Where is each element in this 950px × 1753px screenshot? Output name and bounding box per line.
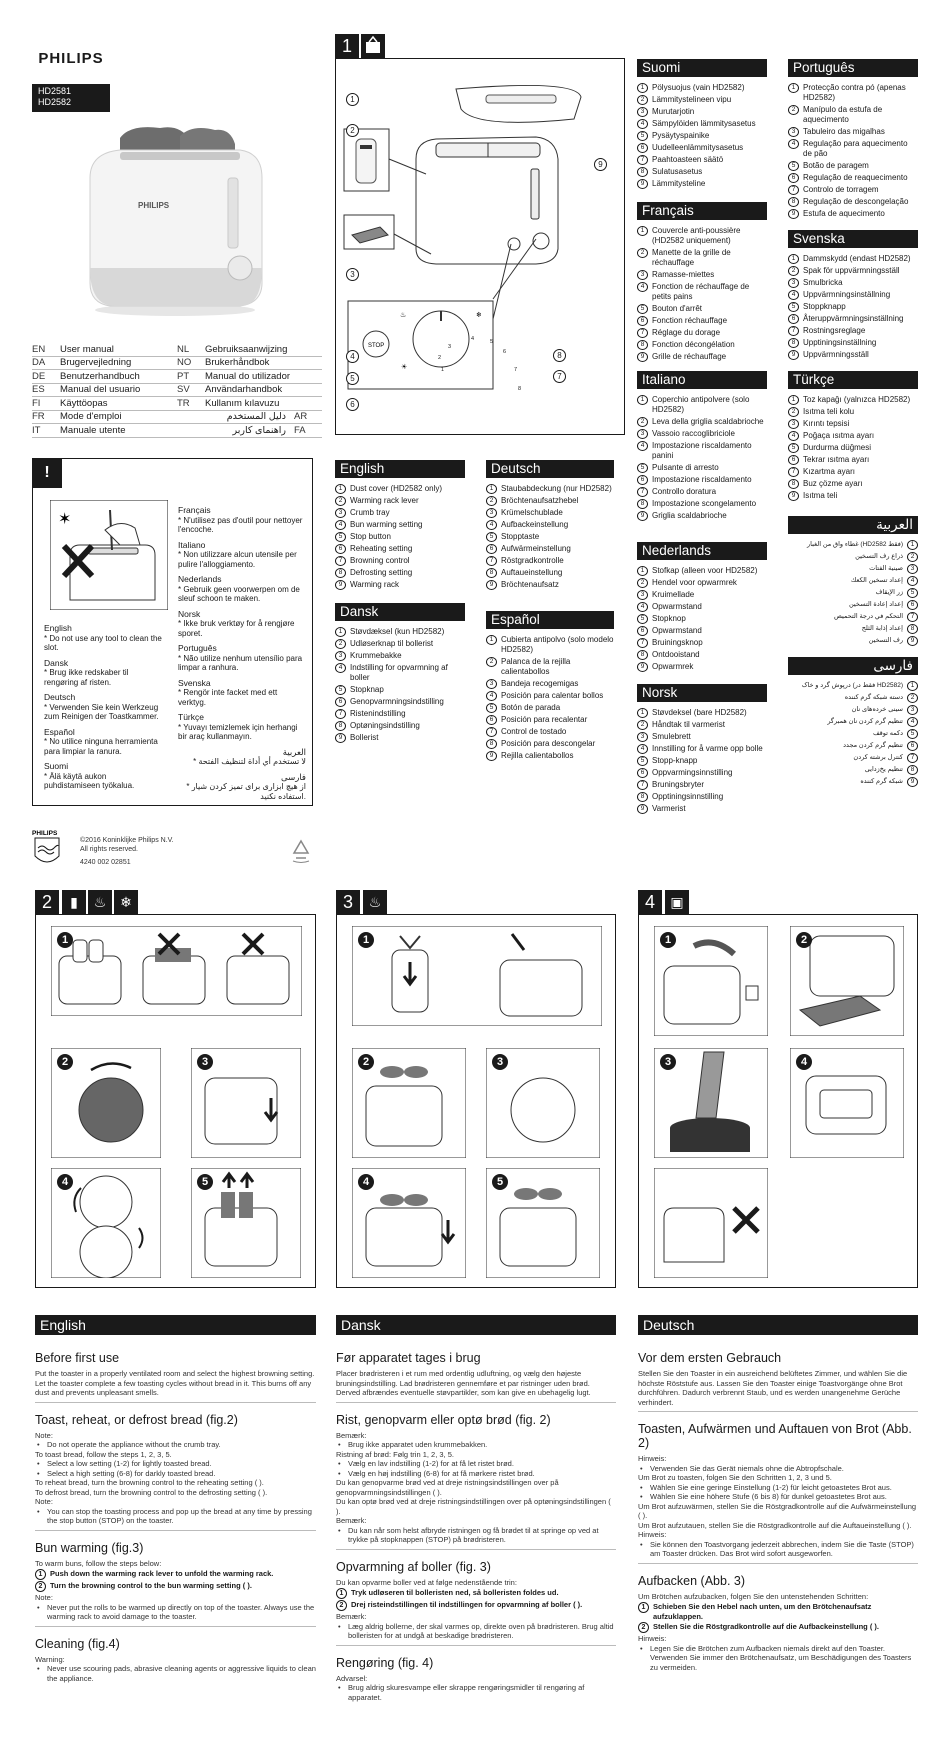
lang-row: FI Käyttöopas (32, 397, 177, 411)
fig4-step-number: 1 (660, 932, 676, 948)
lang-row: EN User manual (32, 343, 177, 357)
lang-row: NL Gebruiksaanwijzing (177, 343, 322, 357)
lang-row: FR Mode d'emploi (32, 411, 177, 425)
dial-tick: 6 (503, 349, 507, 355)
recycle-icon (288, 838, 314, 864)
model-numbers (32, 84, 110, 112)
svg-text:☀: ☀ (401, 363, 408, 371)
parts-norsk: Norsk 1 Støvdeksel (bare HD2582) 2 Håndtak til varmerist 3 Smulebrett 4 Innstilling for å varme opp bolle 5 Stopp-knapp 6 Oppvarmingsinnstilling 7 Bruningsbryter 8 Opptiningsinnstilling 9 Varmerist (637, 684, 767, 816)
parts-nederlands: Nederlands 1 Stofkap (alleen voor HD2582) 2 Hendel voor opwarmrek 3 Kruimellade 4 Opwarmstand 5 Stopknop 6 Opwarmstand 7 Bruiningsknop 8 Ontdooistand 9 Opwarmrek (637, 542, 767, 674)
model-2: HD2582 (38, 97, 72, 107)
parts-deutsch: Deutsch 1 Staubabdeckung (nur HD2582) 2 Bröchtenaufsatzhebel 3 Krümelschublade 4 Aufbackeinstellung 5 Stopptaste 6 Aufwärmeinstellung 7 Röstgradkontrolle 8 Auftaueinstellung 9 Bröchtenaufsatz (486, 460, 614, 592)
dial-tick: 1 (441, 367, 445, 373)
parts-turkce: Türkçe 1 Toz kapağı (yalnızca HD2582) 2 Isıtma teli kolu 3 Kırıntı tepsisi 4 Poğaça ısıtma ayarı 5 Durdurma düğmesi 6 Tekrar ısıtma ayarı 7 Kızartma ayarı 8 Buz çözme ayarı 9 Isıtma teli (788, 371, 918, 503)
defrost-icon: ❄ (114, 890, 138, 914)
cleaning-icon: ▣ (665, 890, 689, 914)
fig3-step-number: 1 (358, 932, 374, 948)
fig1-callout: 6 (346, 398, 359, 411)
warning-icon: ! (32, 458, 62, 488)
fig3-step-number: 4 (358, 1174, 374, 1190)
lang-row: DA Brugervejledning (32, 357, 177, 371)
svg-text:✶: ✶ (58, 509, 72, 528)
bun-warming-icon: ♨ (363, 890, 387, 914)
fig4-no-immerse-illustration (654, 1168, 768, 1278)
figure-1-illustration (336, 59, 624, 434)
parts-suomi: Suomi 1 Pölysuojus (vain HD2582) 2 Lämmitystelineen vipu 3 Murutarjotin 4 Sämpylöiden lämmitysasetus 5 Pysäytyspainike 6 Uudelleenlämmitysasetus 7 Paahtoasteen säätö 8 Sulatusasetus 9 Lämmitysteline (637, 59, 767, 191)
dial-tick: 5 (490, 339, 494, 345)
parts-english: English 1 Dust cover (HD2582 only) 2 Warming rack lever 3 Crumb tray 4 Bun warming setting 5 Stop button 6 Reheating setting 7 Browning control 8 Defrosting setting 9 Warming rack (335, 460, 465, 592)
fig1-callout: 1 (346, 93, 359, 106)
figure-3-number: 3 (336, 890, 360, 914)
instructions-english: English Before first use Put the toaster in a properly ventilated room and select the highest browning setting. Let the toaster complete a few toasting cycles without bread in it. This burns off any dust and prevents unpleasant smells. Toast, reheat, or defrost bread (fig.2) Note: • Do not operate the appliance without the crumb tray. To toast bread, follow the steps 1, 2, 3, 5. • Select a low setting (1-2) for lightly toasted bread. • Select a high setting (6-8) for darkly toasted bread. To reheat bread, turn the browning control to the reheating setting ( ). To defrost bread, turn the browning control to the defrosting setting ( ). Note: • You can stop the toasting process and pop up the bread at any time by pressing the stop button (STOP) on the toaster. Bun warming (fig.3) To warm buns, follow the steps below: 1 Push down the warming rack lever to unfold the warming rack. 2 Turn the browning control to the bun warming setting ( ). Note: • Never put the rolls to be warmed up directly on top of the toaster. Always use the warming rack to avoid damage to the toaster. Cleaning (fig.4) Warning: • Never use scouring pads, abrasive cleaning agents or aggressive liquids to clean the appliance. (35, 1315, 316, 1683)
lang-row: راهنمای کاربر FA (177, 424, 322, 438)
fig4-step-number: 2 (796, 932, 812, 948)
svg-text:PHILIPS: PHILIPS (138, 201, 170, 210)
lang-row: TR Kullanım kılavuzu (177, 397, 322, 411)
lang-row: ES Manual del usuario (32, 384, 177, 398)
parts-francais: Français 1 Couvercle anti-poussière (HD2582 uniquement) 2 Manette de la grille de réchauffage 3 Ramasse-miettes 4 Fonction de réchauffage de petits pains 5 Bouton d'arrêt 6 Fonction réchauffage 7 Réglage du dorage 8 Fonction décongélation 9 Grille de réchauffage (637, 202, 767, 364)
fig1-callout: 2 (346, 124, 359, 137)
svg-text:PHILIPS: PHILIPS (32, 830, 58, 837)
figure-1-number: 1 (335, 34, 359, 58)
warning-text-left: English * Do not use any tool to clean the slot. Dansk * Brug ikke redskaber til rengøring af risten. Deutsch * Verwenden Sie kein Werkzeug zum Reinigen der Toastkammer. Español * No utilice ninguna herramienta para limpiar la ranura. Suomi * Älä käytä aukon puhdistamiseen työkalua. (44, 623, 162, 790)
parts-espanol: Español 1 Cubierta antipolvo (solo modelo HD2582) 2 Palanca de la rejilla calientabollos 3 Bandeja recogemigas 4 Posición para calentar bollos 5 Botón de parada 6 Posición para recalentar 7 Control de tostado 8 Posición para descongelar 9 Rejilla calientabollos (486, 611, 614, 763)
lang-row: SV Användarhandbok (177, 384, 322, 398)
lang-row: NO Brukerhåndbok (177, 357, 322, 371)
dial-tick: 3 (448, 344, 452, 350)
parts-svenska: Svenska 1 Dammskydd (endast HD2582) 2 Spak för uppvärmningsställ 3 Smulbricka 4 Uppvärmningsinställning 5 Stoppknapp 6 Återuppvärmningsinställning 7 Rostningsreglage 8 Upptiningsinställning 9 Uppvärmningsställ (788, 230, 918, 362)
philips-shield-icon (32, 828, 62, 868)
fig4-step-number: 3 (660, 1054, 676, 1070)
parts-farsi: فارسی 1 درپوش گرد و خاک (فقط در HD2582) 2 دسته شبکه گرم کننده 3 سینی خرده‌های نان 4 تنظیم گرم کردن نان همبرگر 5 دکمه توقف 6 تنظیم گرم کردن مجدد 7 کنترل برشته کردن 8 تنظیم یخ‌زدایی 9 شبکه گرم کننده (788, 657, 918, 789)
fig3-step-number: 5 (492, 1174, 508, 1190)
lang-row: DE Benutzerhandbuch (32, 370, 177, 384)
svg-text:❄: ❄ (476, 311, 482, 319)
figure-2-icons (62, 890, 138, 914)
warning-illustration (50, 500, 168, 610)
parts-portugues: Português 1 Protecção contra pó (apenas HD2582) 2 Manípulo da estufa de aquecimento 3 Tabuleiro das migalhas 4 Regulação para aquecimento de pão 5 Botão de paragem 6 Regulação de reaquecimento 7 Controlo de torragem 8 Regulação de descongelação 9 Estufa de aquecimento (788, 59, 918, 221)
bread-icon: ▮ (62, 890, 86, 914)
fig1-callout: 3 (346, 268, 359, 281)
fig1-callout: 7 (553, 370, 566, 383)
figure-4-number: 4 (638, 890, 662, 914)
fig2-step-number: 3 (197, 1054, 213, 1070)
lang-row: IT Manuale utente (32, 424, 177, 438)
fig1-callout: 8 (553, 349, 566, 362)
toaster-box-icon (361, 34, 385, 58)
philips-logo: PHILIPS (32, 34, 110, 84)
dial-tick: 2 (438, 355, 442, 361)
fig3-step1-illustration (352, 926, 602, 1026)
fig2-step-number: 5 (197, 1174, 213, 1190)
fig3-step-number: 3 (492, 1054, 508, 1070)
toaster-product-image (80, 118, 270, 318)
dial-tick: 7 (514, 367, 518, 373)
svg-text:♨: ♨ (400, 311, 407, 319)
warning-text-right: Français * N'utilisez pas d'outil pour nettoyer l'encoche. Italiano * Non utilizzare alcun utensile per pulire l'alloggiamento. Nederlands * Gebruik geen voorwerpen om de sleuf schoon te maken. Norsk * Ikke bruk verktøy for å rengjøre sporet. Português * Não utilize nenhum utensílio para limpar a ranhura. Svenska * Rengör inte facket med ett verktyg. Türkçe * Yuvayı temizlemek için herhangi bir araç kullanmayın. العربية * لا تستخدم أي أداة لتنظيف الفتحة فارسی * از هیچ ابزاری برای تمیز کردن شیار استفاده نکنید. (178, 505, 306, 801)
lang-row: PT Manual do utilizador (177, 370, 322, 384)
parts-arabic: العربية 1 غطاء واق من الغبار (HD2582 فقط) 2 ذراع رف التسخين 3 صينية الفتات 4 إعداد تسخين الكعك 5 زر الإيقاف 6 إعداد إعادة التسخين 7 التحكم في درجة التحميص 8 إعداد إذابة الثلج 9 رف التسخين (788, 516, 918, 648)
svg-text:STOP: STOP (368, 343, 385, 349)
instructions-dansk: Dansk Før apparatet tages i brug Placer brødristeren i et rum med ordentlig udluftning, og vælg den højeste bruningsindstilling. Lad brødristeren gennemføre et par ristninger uden brød. Derved afbrændes eventuelle støvpartikler, som kan give en ubehagelig lugt. Rist, genopvarm eller optø brød (fig. 2) Bemærk: • Brug ikke apparatet uden krummebakken. Ristning af brød: Følg trin 1, 2, 3, 5. • Vælg en lav indstilling (1-2) for at få let ristet brød. • Vælg en høj indstilling (6-8) for at få mørkere ristet brød. Du kan genopvarme brød ved at dreje ristningsindstillingen over på genopvarmningsindstillingen ( ). Du kan optø brød ved at dreje ristningsindstillingen over på optøningsindstillingen ( ). Bemærk: • Du kan når som helst afbryde ristningen og få brødet til at springe op ved at trykke på stopknappen (STOP) på brødristeren. Opvarmning af boller (fig. 3) Du kan opvarme boller ved at følge nedenstående trin: 1 Tryk udløseren til bolleristen ned, så bolleristen foldes ud. 2 Drej risteindstillingen til indstillingen for opvarmning af boller ( ). Bemærk: • Læg aldrig bollerne, der skal varmes op, direkte oven på brødristeren. Brug altid bolleristen for at undgå at beskadige brødristeren. Rengøring (fig. 4) Advarsel: • Brug aldrig skuresvampe eller skrappe rengøringsmidler til rengøring af apparatet. (336, 1315, 616, 1702)
parts-italiano: Italiano 1 Coperchio antipolvere (solo HD2582) 2 Leva della griglia scaldabrioche 3 Vassoio raccoglibriciole 4 Impostazione riscaldamento panini 5 Pulsante di arresto 6 Impostazione riscaldamento 7 Controllo doratura 8 Impostazione scongelamento 9 Griglia scaldabrioche (637, 371, 767, 523)
language-table (32, 343, 322, 438)
reheat-icon: ♨ (88, 890, 112, 914)
fig1-callout: 5 (346, 372, 359, 385)
lang-row: دليل المستخدم AR (177, 411, 322, 425)
fig2-step-number: 1 (57, 932, 73, 948)
fig3-step-number: 2 (358, 1054, 374, 1070)
copyright-block: ©2016 Koninklijke Philips N.V. All rights reserved. 4240 002 02851 (80, 837, 174, 866)
fig1-callout: 9 (594, 158, 607, 171)
instructions-deutsch: Deutsch Vor dem ersten Gebrauch Stellen Sie den Toaster in ein ausreichend belüftetes Zimmer, und wählen Sie die höchste Röststufe aus. Lassen Sie den Toaster einige Toastvorgänge ohne Brot durchführen. Dadurch verbrennt Staub, und es werden unangenehme Gerüche verhindert. Toasten, Aufwärmen und Auftauen von Brot (Abb. 2) Hinweis: • Verwenden Sie das Gerät niemals ohne die Abtropfschale. Um Brot zu toasten, folgen Sie den Schritten 1, 2, 3 und 5. • Wählen Sie eine geringe Einstellung (1-2) für leicht getoastetes Brot aus. • Wählen Sie eine höhere Stufe (6 bis 8) für dunkel getoastetes Brot aus. Um Brot aufzuwärmen, stellen Sie die Röstgradkontrolle auf die Aufwärmeinstellung ( ). Um Brot aufzutauen, stellen Sie die Röstgradkontrolle auf die Auftaueinstellung ( ). Hinweis: • Sie können den Toastvorgang jederzeit abbrechen, indem Sie die Taste (STOP) am Toaster drücken. Das Brot wird sofort ausgeworfen. Aufbacken (Abb. 3) Um Brötchen aufzubacken, folgen Sie den untenstehenden Schritten: 1 Schieben Sie den Hebel nach unten, um den Brötchenaufsatz aufzuklappen. 2 Stellen Sie die Röstgradkontrolle auf die Aufbackeinstellung ( ). Hinweis: • Legen Sie die Brötchen zum Aufbacken niemals direkt auf den Toaster. Verwenden Sie immer den Brötchenaufsatz, um Beschädigungen des Toasters zu vermeiden. (638, 1315, 918, 1672)
fig2-step-number: 2 (57, 1054, 73, 1070)
dial-tick: 8 (518, 386, 522, 392)
fig1-callout: 4 (346, 350, 359, 363)
fig2-step1-illustration (51, 926, 302, 1016)
parts-dansk: Dansk 1 Støvdæksel (kun HD2582) 2 Udløserknap til bollerist 3 Krummebakke 4 Indstilling for opvarmning af boller 5 Stopknap 6 Genopvarmningsindstilling 7 Ristenindstilling 8 Optøningsindstilling 9 Bollerist (335, 603, 465, 745)
dial-tick: 4 (471, 336, 475, 342)
fig2-step-number: 4 (57, 1174, 73, 1190)
model-1: HD2581 (38, 86, 72, 96)
figure-2-number: 2 (35, 890, 59, 914)
fig4-step-number: 4 (796, 1054, 812, 1070)
